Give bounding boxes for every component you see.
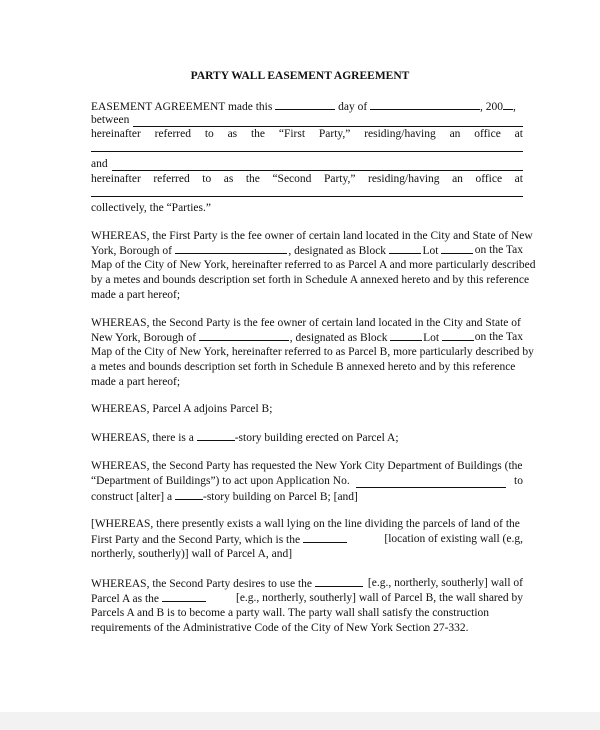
p2-lot-blank[interactable]: [442, 330, 474, 341]
first-party-address-line: [91, 141, 523, 152]
year-blank[interactable]: [503, 99, 513, 110]
p1-line-5: made a part hereof;: [91, 289, 181, 301]
p1-line-2: York, Borough of , designated as Block Lot on the Tax: [91, 244, 523, 257]
p1-line-4: by a metes and bounds description set forth in Schedule A annexed hereto and by this reference: [91, 274, 530, 286]
second-party-address-line: [91, 186, 523, 197]
p6-line-3: northerly, southerly)] wall of Parcel A, and]: [91, 548, 293, 560]
p6-line-1: [WHEREAS, there presently exists a wall lying on the line dividing the parcels of land of the: [91, 518, 520, 530]
p2-borough-blank[interactable]: [199, 330, 289, 341]
between-line: between: [91, 113, 523, 127]
p5-line-2: “Department of Buildings”) to act upon Application No. to: [91, 475, 523, 487]
p2-block-blank[interactable]: [390, 330, 422, 341]
page-bottom-bar: [0, 712, 600, 730]
p2-line-3: Map of the City of New York, hereinafter referred to as Parcel B, more particularly described by: [91, 346, 534, 358]
day-blank[interactable]: [275, 99, 335, 110]
p2-line-1: WHEREAS, the Second Party is the fee owner of certain land located in the City and State of: [91, 317, 521, 329]
second-party-line: hereinafter referred to as the “Second Party,” residing/having an office at: [91, 173, 523, 185]
p1-block-blank[interactable]: [389, 243, 421, 254]
agreement-date-line: EASEMENT AGREEMENT made this day of , 200 ,: [91, 101, 516, 113]
p4-line: WHEREAS, there is a -story building erected on Parcel A;: [91, 432, 399, 444]
first-party-address-blank[interactable]: [91, 141, 523, 152]
parcel-b-stories-blank[interactable]: [175, 489, 203, 500]
second-party-address-blank[interactable]: [91, 186, 523, 197]
p7-line-1: WHEREAS, the Second Party desires to use the [e.g., northerly, southerly] wall of: [91, 577, 523, 590]
application-number-blank[interactable]: [356, 477, 506, 488]
parcel-b-wall-blank[interactable]: [162, 591, 206, 602]
p2-line-4: a metes and bounds description set forth in Schedule B annexed hereto and by this reference: [91, 361, 516, 373]
p1-borough-blank[interactable]: [175, 243, 287, 254]
existing-wall-blank[interactable]: [303, 532, 347, 543]
p3-line: WHEREAS, Parcel A adjoins Parcel B;: [91, 403, 273, 415]
month-blank[interactable]: [370, 99, 480, 110]
second-party-name-blank[interactable]: [112, 160, 523, 171]
p7-line-2: Parcel A as the [e.g., northerly, southerly] wall of Parcel B, the wall shared by: [91, 592, 523, 605]
parcel-a-wall-blank[interactable]: [315, 576, 363, 587]
p1-lot-blank[interactable]: [441, 243, 473, 254]
p1-line-3: Map of the City of New York, hereinafter referred to as Parcel A and more particularly described: [91, 259, 536, 271]
first-party-name-blank[interactable]: [133, 116, 523, 127]
p7-line-4: requirements of the Administrative Code of the City of New York Section 27-332.: [91, 622, 469, 634]
p5-line-1: WHEREAS, the Second Party has requested the New York City Department of Buildings (the: [91, 460, 523, 472]
p6-line-2: First Party and the Second Party, which is the [location of existing wall (e.g,: [91, 533, 523, 546]
p2-line-2: New York, Borough of , designated as Block Lot on the Tax: [91, 331, 523, 344]
p2-line-5: made a part hereof;: [91, 376, 181, 388]
p1-line-1: WHEREAS, the First Party is the fee owner of certain land located in the City and State of New: [91, 230, 533, 242]
p5-line-3: construct [alter] a -story building on Parcel B; [and]: [91, 491, 358, 503]
document-title: PARTY WALL EASEMENT AGREEMENT: [190, 70, 410, 82]
and-line: and: [91, 157, 523, 171]
p7-line-3: Parcels A and B is to become a party wall. The party wall shall satisfy the construction: [91, 607, 490, 619]
first-party-line: hereinafter referred to as the “First Party,” residing/having an office at: [91, 128, 523, 140]
parties-line: collectively, the “Parties.”: [91, 202, 211, 214]
parcel-a-stories-blank[interactable]: [197, 430, 235, 441]
